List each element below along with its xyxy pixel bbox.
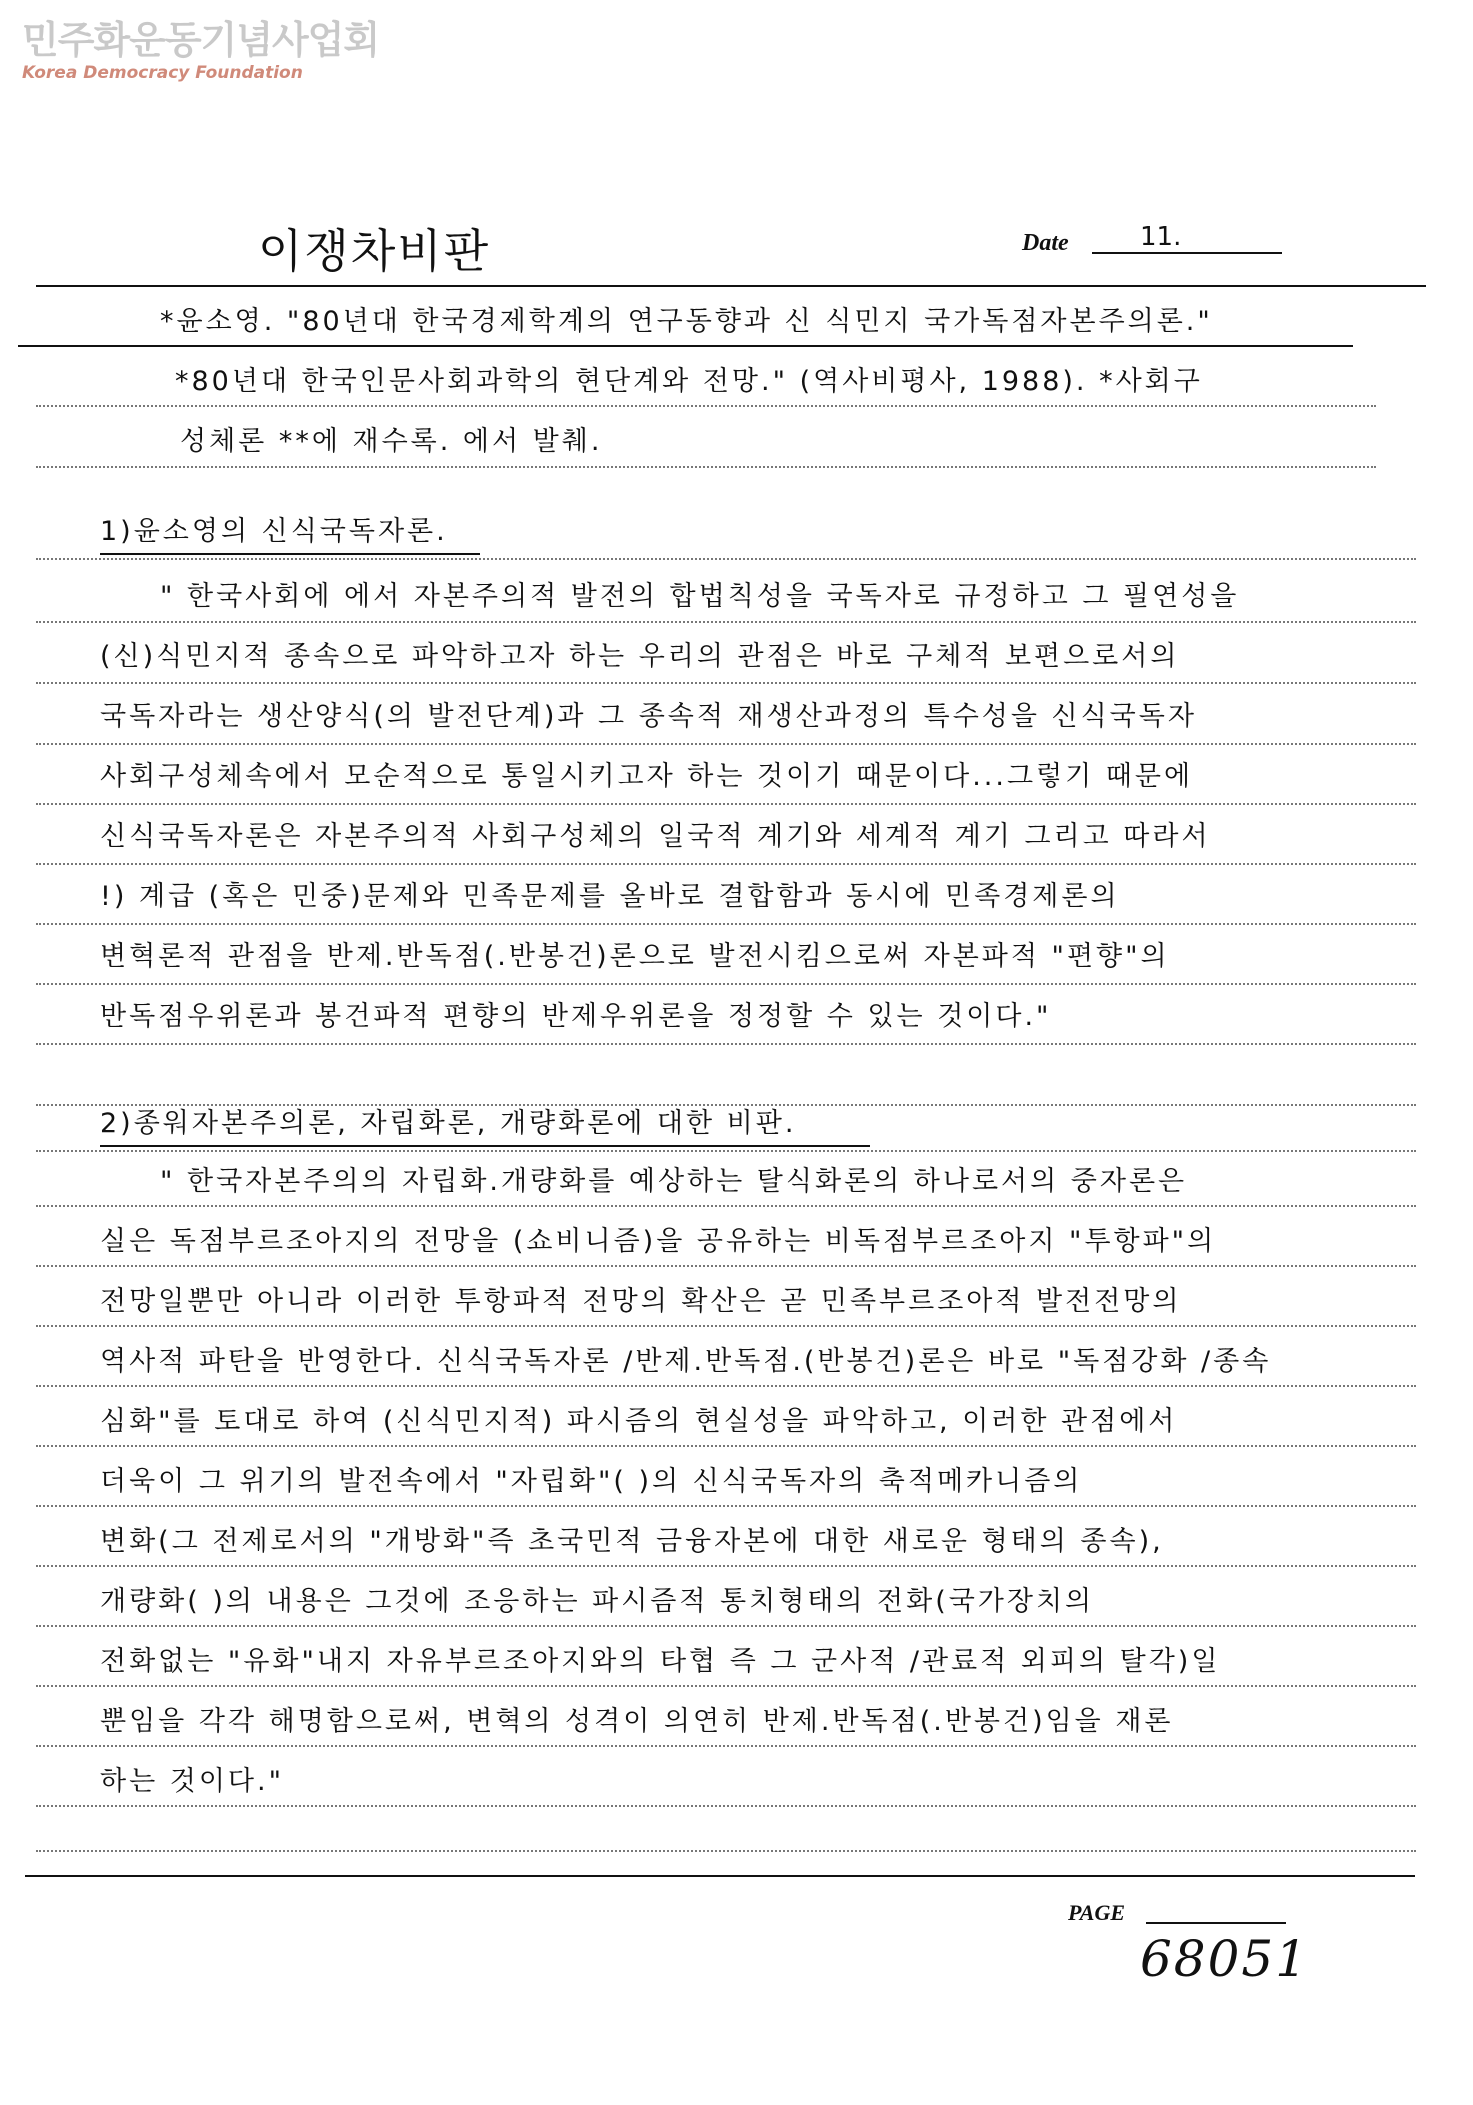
- ruled-line: [36, 1805, 1416, 1807]
- ruled-line: [36, 1265, 1416, 1267]
- footer-rule: [25, 1875, 1415, 1877]
- section2-line: " 한국자본주의의 자립화.개량화를 예상하는 탈식화론의 하나로서의 중자론은: [160, 1166, 1188, 1197]
- ruled-line: [36, 405, 1376, 407]
- section2-heading: 2)종워자본주의론, 자립화론, 개량화론에 대한 비판.: [100, 1108, 797, 1139]
- date-label: Date: [1022, 230, 1069, 256]
- section1-line: (신)식민지적 종속으로 파악하고자 하는 우리의 관점은 바로 구체적 보편으로서의: [100, 641, 1180, 672]
- ruled-line: [36, 1325, 1416, 1327]
- date-value: 11.: [1092, 222, 1282, 254]
- section2-line: 개량화( )의 내용은 그것에 조응하는 파시즘적 통치형태의 전화(국가장치의: [100, 1586, 1095, 1617]
- ruled-line: [36, 743, 1416, 745]
- page-label: PAGE: [1068, 1900, 1126, 1925]
- section2-heading-underline: [100, 1145, 870, 1147]
- citation-line: *윤소영. "80년대 한국경제학계의 연구동향과 신 식민지 국가독점자본주의론.": [160, 306, 1213, 337]
- section1-heading: 1)윤소영의 신식국독자론.: [100, 516, 448, 547]
- section1-line: " 한국사회에 에서 자본주의적 발전의 합법칙성을 국독자로 규정하고 그 필연성을: [160, 581, 1240, 612]
- ruled-line: [36, 803, 1416, 805]
- ruled-line: [36, 923, 1416, 925]
- citation-line: *80년대 한국인문사회과학의 현단계와 전망." (역사비평사, 1988). *사회구: [175, 366, 1203, 397]
- page-line: [1146, 1922, 1286, 1924]
- citation-underline: [18, 345, 1353, 347]
- ruled-line: [36, 558, 1416, 560]
- ruled-line: [36, 682, 1416, 684]
- section2-line: 실은 독점부르조아지의 전망을 (쇼비니즘)을 공유하는 비독점부르조아지 "투항파"의: [100, 1226, 1217, 1257]
- page-number: 68051: [1140, 1930, 1310, 1988]
- ruled-line: [36, 983, 1416, 985]
- section1-heading-underline: [100, 553, 480, 555]
- section2-line: 더욱이 그 위기의 발전속에서 "자립화"( )의 신식국독자의 축적메카니즘의: [100, 1466, 1083, 1497]
- foundation-watermark: [22, 20, 379, 84]
- document-title: 이쟁차비판: [258, 224, 491, 278]
- ruled-line: [36, 1104, 1416, 1106]
- section1-line: 변혁론적 관점을 반제.반독점(.반봉건)론으로 발전시킴으로써 자본파적 "편향"의: [100, 941, 1170, 972]
- ruled-line: [36, 1625, 1416, 1627]
- section1-line: 국독자라는 생산양식(의 발전단계)과 그 종속적 재생산과정의 특수성을 신식국독자: [100, 701, 1197, 732]
- header-rule: [36, 285, 1426, 287]
- ruled-line: [36, 1685, 1416, 1687]
- ruled-line: [36, 1205, 1416, 1207]
- citation-line: 성체론 **에 재수록. 에서 발췌.: [180, 426, 603, 457]
- section1-line: 사회구성체속에서 모순적으로 통일시키고자 하는 것이기 때문이다...그렇기 때문에: [100, 761, 1194, 792]
- section2-line: 전화없는 "유화"내지 자유부르조아지와의 타협 즉 그 군사적 /관료적 외피의 탈각)일: [100, 1646, 1221, 1677]
- ruled-line: [36, 1850, 1416, 1852]
- section2-line: 전망일뿐만 아니라 이러한 투항파적 전망의 확산은 곧 민족부르조아적 발전전망의: [100, 1286, 1182, 1317]
- ruled-line: [36, 1150, 1416, 1152]
- ruled-line: [36, 1043, 1416, 1045]
- ruled-line: [36, 863, 1416, 865]
- section2-line: 뿐임을 각각 해명함으로써, 변혁의 성격이 의연히 반제.반독점(.반봉건)임을 재론: [100, 1706, 1174, 1737]
- watermark-korean: 민주화운동기념사업회: [22, 18, 380, 62]
- ruled-line: [36, 1745, 1416, 1747]
- section2-line: 하는 것이다.": [100, 1766, 284, 1797]
- ruled-line: [36, 1445, 1416, 1447]
- ruled-line: [36, 1565, 1416, 1567]
- section2-line: 역사적 파탄을 반영한다. 신식국독자론 /반제.반독점.(반봉건)론은 바로 "독점강화 /종속: [100, 1346, 1272, 1377]
- section1-line: !) 계급 (혹은 민중)문제와 민족문제를 올바로 결합함과 동시에 민족경제론의: [100, 881, 1120, 912]
- section2-line: 변화(그 전제로서의 "개방화"즉 초국민적 금융자본에 대한 새로운 형태의 종속),: [100, 1526, 1164, 1557]
- ruled-line: [36, 1505, 1416, 1507]
- ruled-line: [36, 466, 1376, 468]
- section1-line: 반독점우위론과 봉건파적 편향의 반제우위론을 정정할 수 있는 것이다.": [100, 1001, 1052, 1032]
- ruled-line: [36, 621, 1416, 623]
- section2-line: 심화"를 토대로 하여 (신식민지적) 파시즘의 현실성을 파악하고, 이러한 관점에서: [100, 1406, 1178, 1437]
- section1-line: 신식국독자론은 자본주의적 사회구성체의 일국적 계기와 세계적 계기 그리고 따라서: [100, 821, 1211, 852]
- watermark-english: Korea Democracy Foundation: [22, 63, 303, 83]
- ruled-line: [36, 1385, 1416, 1387]
